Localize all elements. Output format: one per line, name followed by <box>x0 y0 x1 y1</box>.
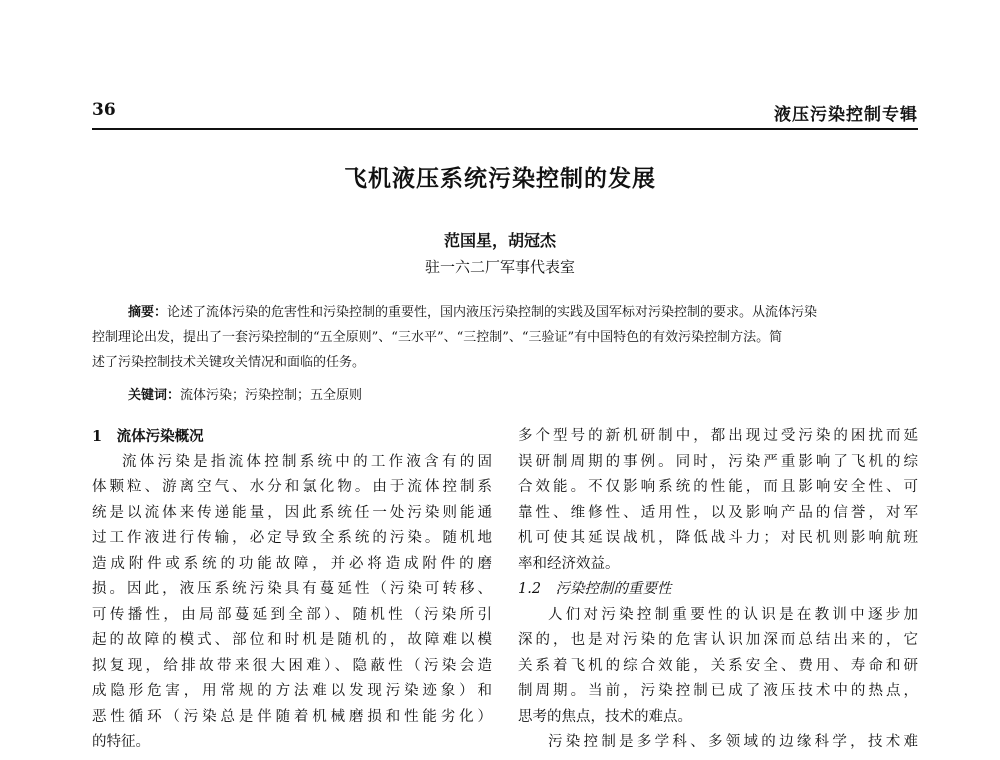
body-line: 拟复现，给排故带来很大困难）、隐蔽性（污染会造 <box>92 657 492 674</box>
body-line: 起的故障的模式、部位和时机是随机的，故障难以模 <box>92 632 492 648</box>
body-line: 的特征。 <box>92 734 150 750</box>
abstract-line <box>92 303 918 323</box>
abstract-text: 论述了流体污染的危害性和污染控制的重要性，国内液压污染控制的实践及国军标对污染控制的要求。从流体污染 <box>167 305 818 320</box>
keywords-line <box>128 384 362 403</box>
page-header <box>92 100 918 128</box>
body-line: 体颗粒、游离空气、水分和氯化物。由于流体控制系 <box>92 479 492 495</box>
body-line: 统是以流体来传递能量，因此系统任一处污染则能通 <box>92 504 492 521</box>
right-column <box>518 424 918 756</box>
body-line: 合效能。不仅影响系统的性能，而且影响安全性、可 <box>518 479 918 495</box>
body-line: 可传播性，由局部蔓延到全部）、随机性（污染所引 <box>92 606 492 623</box>
body-line: 深的，也是对污染的危害认识加深而总结出来的，它 <box>518 632 918 648</box>
section-heading: 1 流体污染概况 <box>92 428 204 445</box>
body-line: 思考的焦点，技术的难点。 <box>518 708 692 725</box>
body-line: 靠性、维修性、适用性，以及影响产品的信誉，对军 <box>518 504 918 521</box>
abstract-line: 述了污染控制技术关键攻关情况和面临的任务。 <box>92 355 366 370</box>
abstract-line: 控制理论出发，提出了一套污染控制的“五全原则”、“三水平”、“三控制”、“三验证”有中国特色的有效污染控制方法。简 <box>92 330 783 345</box>
article-title: 飞机液压系统污染控制的发展 <box>344 166 656 192</box>
authors: 范国星，胡冠杰 <box>443 231 556 250</box>
subsection-heading: 1.2 污染控制的重要性 <box>518 581 672 597</box>
body-line: 损。因此，液压系统污染具有蔓延性（污染可转移、 <box>92 581 492 597</box>
left-column <box>92 424 492 756</box>
affiliation: 驻一六二厂军事代表室 <box>424 258 575 276</box>
header-rule <box>92 128 918 130</box>
body-line: 人们对污染控制重要性的认识是在教训中逐步加 <box>548 606 918 623</box>
abstract-label: 摘要： <box>128 305 168 320</box>
keywords-label: 关键词： <box>128 388 181 403</box>
body-line: 过工作液进行传输，必定导致全系统的污染。随机地 <box>92 530 492 546</box>
page-number: 36 <box>92 100 116 120</box>
body-line: 关系着飞机的综合效能，关系安全、费用、寿命和研 <box>518 657 918 674</box>
body-line: 机可使其延误战机，降低战斗力；对民机则影响航班 <box>518 530 918 546</box>
body-line: 污染控制是多学科、多领域的边缘科学，技术难 <box>548 734 918 750</box>
keywords-text: 流体污染；污染控制；五全原则 <box>180 388 363 403</box>
body-line: 制周期。当前，污染控制已成了液压技术中的热点， <box>518 683 918 699</box>
body-line: 成隐形危害，用常规的方法难以发现污染迹象）和 <box>92 683 492 699</box>
body-line: 多个型号的新机研制中，都出现过受污染的困扰而延 <box>518 428 918 444</box>
running-title: 液压污染控制专辑 <box>774 105 918 125</box>
body-line: 误研制周期的事例。同时，污染严重影响了飞机的综 <box>518 453 918 470</box>
body-line: 率和经济效益。 <box>518 555 620 572</box>
body-line: 流体污染是指流体控制系统中的工作液含有的固 <box>122 453 492 470</box>
body-line: 造成附件或系统的功能故障，并必将造成附件的磨 <box>92 555 492 572</box>
body-line: 恶性循环（污染总是伴随着机械磨损和性能劣化） <box>92 708 492 725</box>
